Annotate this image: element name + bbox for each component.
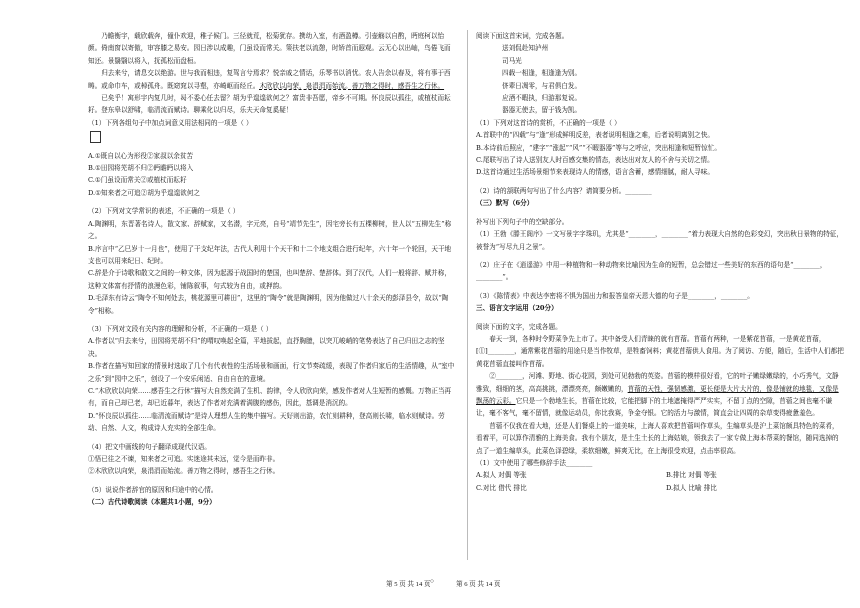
q2-option-b: B.序言中“乙巳岁十一月也”，使用了干支纪年法，古代人利用十个天干和十二个地支组合进行纪年，六十年一个轮回，天干地支也可以用来纪日、纪时。 [88,244,452,265]
q1-option-a: A.①既自以心为形役②家叔以余贫苦 [88,151,194,160]
reading-para-1: 春天一到，各种时令野菜争先上市了。其中备受人们青睐的就有苜蓿。苜蓿有两种，一是紫花苜蓿，一是黄花苜蓿，[①]________，通常紫花苜蓿的用途只是当作牧草，是牲畜饲料；黄花苜蓿供人食用。为了阅访、方便，随后，生活中人们都把黄花苜蓿直接叫作苜蓿。 [476,334,844,368]
underlined-sentence-2: 善万物之得时，感吾生之行休。 [351,81,445,90]
poem-q1-option-c: C.尾联写出了诗人送别友人时百感交集的情态，表达出对友人的不舍与关切之情。 [476,156,714,165]
q4-item-2: ②木欣欣以向荣，泉涓涓而始流。善万物之得时，感吾生之行休。 [88,467,280,476]
question-2: （2）下列对文学常识的表述，不正确的一项是（ ） [88,207,240,216]
poem-line: 器器无使去，留于钱为凯。 [502,106,582,115]
poem-line: 侪辈日凋零，与君俱白发。 [502,81,582,90]
reading-para-3: 苜蓿不仅我在看大地，还是人们餐桌上的一道美味，上海人喜欢把苜蓿叫作草头，生编草头是沪上菜馆颇具特色的菜肴，看着平，可以算作清雅的上海美食。我有个朋友，是土生土长的上海姑娘，领我去了一家专做上海本帮菜的餐馆，随同选掉的点了一道生编草头，此菜色泽碧绿，柔软细嫩，鲜爽无比，在上海很受欢迎，点击率很高。 [476,421,839,455]
binding-circle: ○ [430,578,434,585]
q3-option-c: C.“木欣欣以向荣……感吾生之行休”描写大自然充满了生机、韵律，令人欣欣向荣，感发作者对人生短暂的感慨。万物正当再有，而自己却已老，却已近暮年，表达了作者对充满着满腹的感伤，因此，基调是消沉的。 [88,386,452,408]
right-column [476,30,844,494]
q1-option-d: D.①知来者之可追②胡为乎遑遑欲何之 [88,188,200,197]
q2-option-a: A.陶渊明，东晋著名诗人，散文家、辞赋家，又名潜，字元亮，自号“靖节先生”，因宅旁长有五棵柳树，世人以“五柳先生”称之。 [88,219,452,241]
question-4: （4）把文中画线的句子翻译成现代汉语。 [88,442,211,451]
passage-p3: 已矣乎！寓形宇内复几时，曷不委心任去留？胡为乎遑遑欲何之？富贵非吾愿，帝乡不可期。怀良辰以孤往，或植杖而耘耔。登东皋以舒啸，临清流而赋诗。聊乘化以归尽，乐夫天命复奚疑！ [88,94,451,115]
dictation-intro: 补写出下列句子中的空缺部分。 [476,217,569,226]
passage-p1: 乃瞻衡宇，载欣载奔，僮仆欢迎，稚子候门。三径就荒，松菊犹存。携幼入室，有酒盈樽。引壶觞以自酌，眄庭柯以怡颜。倚南窗以寄傲，审容膝之易安。园日涉以成趣，门虽设而常关。策扶老以流憩，时矫首而遐观。云无心以出岫，鸟倦飞而知还。景翳翳以将入，抚孤松而盘桓。 [88,32,451,65]
option-b: B.排比 对偶 等张 [666,471,717,480]
option-a: A.拟人 对偶 等张 [476,471,527,480]
reading-para-2-rest: 它只是一个勃地生长，苜蓿在比较，它能把脚下的土地遮掩得严严实实，不留丁点的空隙，苜蓿之间也毫不谦让，毫不客气，毫不留情，就像运动员，你比我赛，争金夺银。它的活力与激情，简直会让四周的杂草变得疲惫羞色。 [476,396,833,418]
options-row-2 [476,482,844,494]
passage-p2 [88,67,456,92]
page-number-right: 第 6 页 共 14 页 [456,581,501,588]
dictation-2: （2）庄子在《逍遥游》中用一种植物和一种动物来比喻因为生命的短暂，总会错过一些美好的东西的语句是“________，________”。 [476,260,827,282]
poem-intro: 阅读下面这首宋词，完成各题。 [476,32,569,40]
poem-line: 四载一相逢，相逢逢为别。 [502,69,582,78]
q3-option-b: B.作者在描写知回家的情景时选取了几个有代表性的生活场景和画面，行文节奏疏缓，表现了作者归家后的生活情趣，从“室中之乐”到“园中之乐”，创设了一个安乐闲适、自由自在的意境。 [88,362,455,383]
poem-line: 应酒不暇执，归游那复说。 [502,94,582,103]
poem-q1-option-a: A.首联中的“四载”与“逢”形成鲜明反差，表者说明相逢之难，后者说明离别之快。 [476,131,714,140]
poem-q1-option-d: D.这首诗通过生活场景细节来表现诗人的情感，语言含蓄，感情细腻，耐人寻味。 [476,168,714,177]
q2-option-c: C.辞是介于诗歌和散文之间的一种文体，因为起源于战国时的楚国，也叫楚辞、楚辞体。到了汉代，人们一般将辞、赋并称，这种文体富有抒情的浪漫色彩，铺陈叙事，句式较为自由，或押韵。 [88,269,451,290]
reading-para-2 [476,370,844,420]
section-heading-poetry: （二）古代诗歌阅读（本题共1小题，9分） [88,498,216,507]
q3-option-a: A.作者以“归去来兮，田园将芜胡不归”的喟叹唤起全篇，平地拔起，直抒胸臆，以突兀峻峭的笔势表达了自己归田之志的坚决。 [88,337,445,358]
underlined-sentence-1: 木欣欣以向荣，泉涓涓而始流。 [259,81,352,90]
section-heading-language: 三、语言文字运用（20分） [476,304,558,313]
passage-p2-text: 归去来兮，请息交以绝游。世与我而相违，复驾言兮焉求？悦亲戚之情话，乐琴书以消忧。农人告余以春及，将有事于西畴。或命巾车，或棹孤舟。既窈窕以寻壑，亦崎岖而经丘。 [88,69,451,90]
option-d: D.拟人 比喻 排比 [666,483,717,492]
page-number-left: 第 5 页 共 14 页 [386,581,431,588]
poem-question-1: （1）下列对这首诗的赏析，不正确的一项是（ ） [476,118,621,127]
left-column [88,30,456,509]
question-1: （1）下列各组句子中加点词意义用法相同的一项是（ ） [88,118,253,127]
question-3: （3）下列对文段有关内容的理解和分析，不正确的一项是（ ） [88,324,273,333]
column-divider [467,30,468,560]
q1-option-b: B.①田园将芜胡不归②眄瞻眄以将入 [88,164,194,173]
reading-underlined-text: 苜蓿的天性，强韧感激，更长便是大片大片的，像是铺就的地毯，又像是飘荡的云彩。 [476,384,839,405]
q2-option-d: D.毛泽东有诗云“陶令不知何处去，桃花源里可耕田”，这里的“陶令”就是陶渊明，因为他做过八十余天的彭泽县令，故以“陶令”相称。 [88,294,449,315]
reading-intro: 阅读下面的文字，完成各题。 [476,322,562,331]
reading-question-1: （1）文中使用了哪些修辞手法________ [476,459,593,467]
q4-item-1: ①悟已往之不谏，知来者之可追。实迷途其未远，觉今是而昨非。 [88,455,280,463]
q3-option-d: D.“怀良辰以孤往……临清流而赋诗”是诗人理想人生的集中描写。天好则出游，农忙则耕种，登高则长啸，临水则赋诗。劳动、自然、人文，构成诗人充实的全部生命。 [88,411,445,433]
dictation-3: （3）《陈情表》中表达李密将不惧为国出力和报答皇帝天恩大德的句子是________，________。 [476,291,754,300]
dictation-1: （1）王勃《滕王阁序》一文写景字字珠玑，尤其是“________，________”着力表现大自然的色彩变幻，突出秋日景物的特征，被誉为“写尽九月之景”。 [476,230,843,251]
q1-option-c: C.①门虽设而常关②或植杖而耘耔 [88,176,187,185]
reading-para-2-text: ②________，河滩、野地、街心花园，到处可见勃勃的英姿。苜蓿的模样很好看，它的叶子嫩绿嫩绿的，小巧秀气，文静雅致，细细的茎，高高挑挑，漂漂亮亮，颇嫩嫩的， [476,372,839,393]
answer-box[interactable] [90,131,101,143]
section-heading-dictation: （三）默写（6分） [476,199,534,208]
poem-question-2: （2）诗的颔联两句写出了什么内容？请简要分析。________ [476,186,652,195]
options-row-1 [476,469,844,481]
poem-title: 送刘侃赴知泸州 [502,44,549,53]
poem-author: 司马光 [502,56,522,65]
question-5: （5）说说作者辞官的原因和归途中的心情。 [88,485,218,494]
option-c: C.对比 借代 排比 [476,483,527,492]
poem-q1-option-b: B.本诗前后照应，“建字”“涨起”“风”“不暇器器”等与之呼应，突出相逢和短暂惊忙。 [476,143,721,152]
